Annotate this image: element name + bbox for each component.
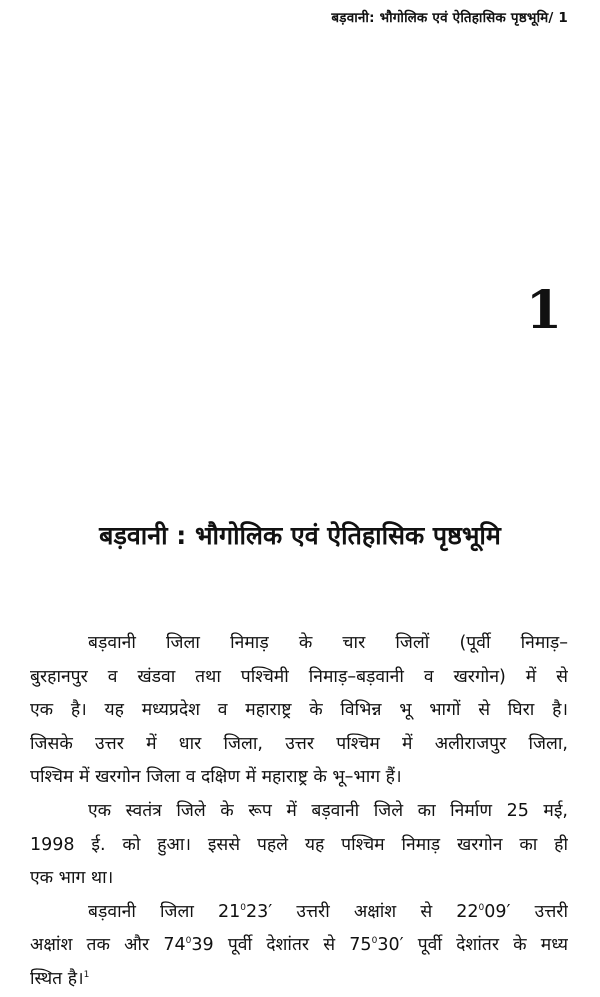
text-segment: स्थित है। [30, 968, 84, 989]
paragraph-1-line-4: जिसके उत्तर में धार जिला, उत्तर पश्चिम में अलीराजपुर जिला, [30, 733, 568, 754]
paragraph-3-line-2 [30, 929, 568, 963]
degree-mark: 0 [185, 936, 192, 947]
text-segment: 30′ पूर्वी देशांतर के मध्य [377, 935, 568, 956]
chapter-number: 1 [525, 280, 562, 341]
text-segment: 09′ उत्तरी [484, 901, 568, 922]
text-segment: बड़वानी जिला 21 [88, 901, 241, 922]
paragraph-2-line-1: एक स्वतंत्र जिले के रूप में बड़वानी जिले का निर्माण 25 मई, [88, 800, 568, 821]
body-text [30, 627, 568, 997]
degree-mark: 0 [371, 936, 378, 947]
paragraph-3-line-1 [30, 896, 568, 930]
text-segment: 39 पूर्वी देशांतर से 75 [191, 935, 372, 956]
text-segment: अक्षांश तक और 74 [30, 935, 186, 956]
degree-mark: 0 [478, 902, 485, 913]
paragraph-1-line-1: बड़वानी जिला निमाड़ के चार जिलों (पूर्वी निमाड़– [88, 633, 568, 653]
paragraph-3-line-3 [30, 963, 568, 997]
paragraph-1-line-5: पश्चिम में खरगोन जिला व दक्षिण में महाराष्ट्र के भू–भाग हैं। [30, 767, 402, 788]
running-header: बड़वानी: भौगोलिक एवं ऐतिहासिक पृष्ठभूमि/ 1 [331, 10, 568, 26]
footnote-reference[interactable]: 1 [83, 970, 90, 981]
paragraph-2-line-2: 1998 ई. को हुआ। इससे पहले यह पश्चिम निमाड़ खरगोन का ही [30, 834, 568, 855]
paragraph-1-line-2: बुरहानपुर व खंडवा तथा पश्चिमी निमाड़–बड़वानी व खरगोन) में से [30, 666, 568, 687]
chapter-title: बड़वानी : भौगोलिक एवं ऐतिहासिक पृष्ठभूमि [99, 521, 501, 550]
paragraph-1-line-3: एक है। यह मध्यप्रदेश व महाराष्ट्र के विभिन्न भू भागों से घिरा है। [30, 700, 568, 721]
paragraph-2-line-3: एक भाग था। [30, 868, 114, 889]
text-segment: 23′ उत्तरी अक्षांश से 22 [246, 901, 479, 922]
degree-mark: 0 [240, 902, 247, 913]
